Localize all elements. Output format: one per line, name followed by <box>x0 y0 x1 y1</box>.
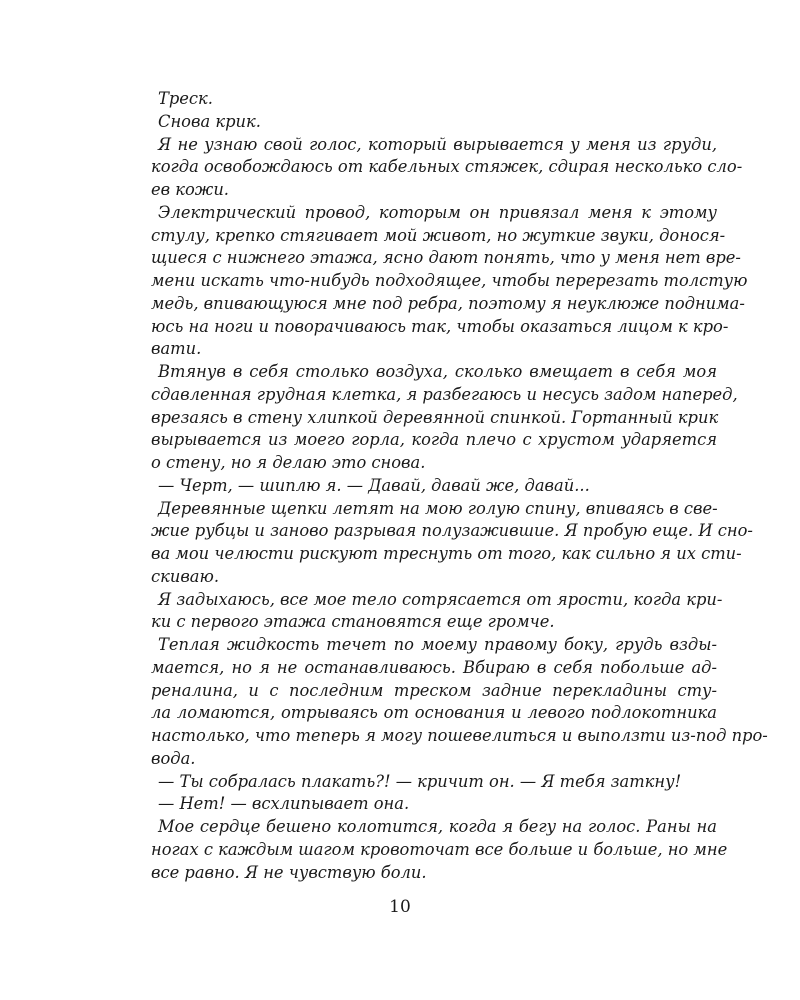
paragraph-line: ногах с каждым шагом кровоточат все больше и больше, но мне <box>151 839 728 859</box>
paragraph-line: сдавленная грудная клетка, я разбегаюсь и несусь задом наперед, <box>151 384 738 404</box>
paragraph-line: мается, но я не останавливаюсь. Вбираю в себя побольше ад- <box>151 657 717 677</box>
paragraph-line: Снова крик. <box>158 111 261 131</box>
paragraph-line: жие рубцы и заново разрывая полузажившие. Я пробую еще. И сно- <box>151 521 753 541</box>
book-page-text <box>151 88 768 884</box>
paragraph-line: щиеся с нижнего этажа, ясно дают понять, что у меня нет вре- <box>151 248 741 268</box>
paragraph-line: ки с первого этажа становятся еще громче. <box>151 612 555 632</box>
dialogue-line: — Черт, — шиплю я. — Давай, давай же, давай... <box>158 475 590 495</box>
paragraph-line: ев кожи. <box>151 180 229 199</box>
paragraph-line: все равно. Я не чувствую боли. <box>151 862 427 882</box>
paragraph-line: ла ломаются, отрываясь от основания и левого подлокотника <box>151 703 717 723</box>
paragraph-line: Я не узнаю свой голос, который вырывается у меня из груди, <box>158 134 717 154</box>
paragraph-line: Электрический провод, которым он привязал меня к этому <box>158 202 717 222</box>
paragraph-line: реналина, и с последним треском задние перекладины сту- <box>151 680 717 700</box>
paragraph-line: когда освобождаюсь от кабельных стяжек, сдирая несколько сло- <box>151 157 743 177</box>
dialogue-line: — Ты собралась плакать?! — кричит он. — Я тебя заткну! <box>158 771 682 791</box>
paragraph-line: вода. <box>151 748 196 768</box>
paragraph-line: Треск. <box>158 89 213 108</box>
paragraph-line: о стену, но я делаю это снова. <box>151 453 426 472</box>
paragraph-line: настолько, что теперь я могу пошевелиться и выползти из-под про- <box>151 726 768 745</box>
paragraph-line: юсь на ноги и поворачиваюсь так, чтобы оказаться лицом к кро- <box>151 316 729 336</box>
dialogue-line: — Нет! — всхлипывает она. <box>158 794 410 814</box>
paragraph-line: Деревянные щепки летят на мою голую спину, впиваясь в све- <box>158 498 718 518</box>
paragraph-line: Теплая жидкость течет по моему правому боку, грудь взды- <box>158 635 717 654</box>
paragraph-line: врезаясь в стену хлипкой деревянной спинкой. Гортанный крик <box>151 407 719 427</box>
paragraph-line: вати. <box>151 339 202 359</box>
paragraph-line: Я задыхаюсь, все мое тело сотрясается от ярости, когда кри- <box>158 589 723 609</box>
paragraph-line: медь, впивающуюся мне под ребра, поэтому я неуклюже поднима- <box>151 293 745 313</box>
paragraph-line: вырывается из моего горла, когда плечо с хрустом ударяется <box>151 430 717 450</box>
paragraph-line: Втянув в себя столько воздуха, сколько вмещает в себя моя <box>158 362 717 381</box>
paragraph-line: Мое сердце бешено колотится, когда я бегу на голос. Раны на <box>158 817 717 836</box>
paragraph-line: мени искать что-нибудь подходящее, чтобы перерезать толстую <box>151 271 748 290</box>
paragraph-line: скиваю. <box>151 566 220 586</box>
page-number: 10 <box>389 897 411 917</box>
paragraph-line: ва мои челюсти рискуют треснуть от того, как сильно я их сти- <box>151 544 742 563</box>
paragraph-line: стулу, крепко стягивает мой живот, но жуткие звуки, донося- <box>151 225 726 245</box>
